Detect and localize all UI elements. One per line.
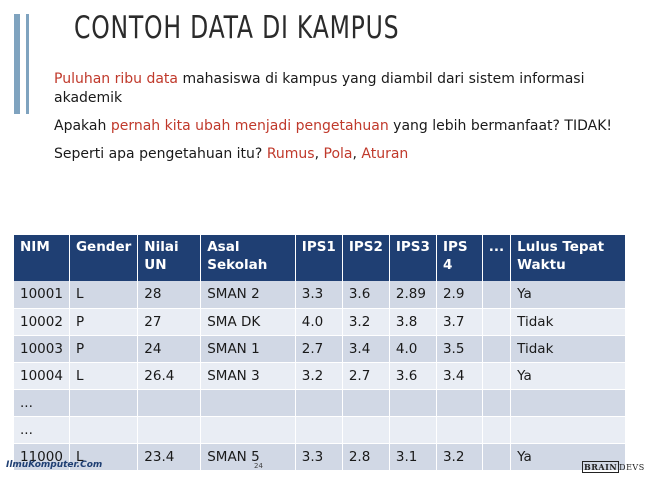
bullet-text: Apakah	[54, 118, 111, 134]
bullet-list	[54, 70, 614, 173]
bullet-text: ,	[352, 146, 362, 162]
table-cell: Ya	[511, 362, 626, 389]
bullet-text: ,	[314, 146, 324, 162]
table-cell: 3.3	[295, 281, 342, 308]
table-cell: 10004	[14, 362, 69, 389]
table-row	[14, 335, 626, 362]
column-header: IPS2	[342, 235, 389, 281]
table-cell: Tidak	[511, 335, 626, 362]
table-cell	[511, 416, 626, 443]
table-cell: 24	[138, 335, 201, 362]
bullet-highlight-text: pernah kita ubah menjadi pengetahuan	[110, 118, 389, 134]
bullet-highlight-text: Aturan	[361, 146, 409, 162]
table-cell: 3.2	[342, 308, 389, 335]
column-header: NIM	[14, 235, 69, 281]
table-cell: L	[69, 362, 137, 389]
table-cell: 3.4	[436, 362, 482, 389]
table-row	[14, 416, 626, 443]
table-cell: 3.3	[295, 443, 342, 470]
column-header: Nilai UN	[138, 235, 201, 281]
table-cell	[482, 389, 510, 416]
bullet-text: mahasiswa di kampus yang diambil dari sistem informasi akademik	[54, 71, 585, 106]
bullet-text: Seperti apa pengetahuan itu?	[54, 146, 267, 162]
table-cell: ...	[14, 416, 69, 443]
column-header: Gender	[69, 235, 137, 281]
table-cell: Ya	[511, 443, 626, 470]
bullet-highlight-text: Pola	[323, 146, 353, 162]
table-cell: 3.6	[342, 281, 389, 308]
column-header: Lulus Tepat Waktu	[511, 235, 626, 281]
table-cell: SMA DK	[201, 308, 296, 335]
table-cell: SMAN 1	[201, 335, 296, 362]
student-data-table	[14, 235, 626, 471]
table-cell: 2.7	[342, 362, 389, 389]
slide-title: CONTOH DATA DI KAMPUS	[74, 10, 400, 46]
page-number: 24	[254, 462, 263, 470]
table-row	[14, 281, 626, 308]
table-cell	[389, 389, 436, 416]
table-cell: 3.6	[389, 362, 436, 389]
table-row	[14, 443, 626, 470]
table-cell: 3.7	[436, 308, 482, 335]
column-header: Asal Sekolah	[201, 235, 296, 281]
table-cell: 28	[138, 281, 201, 308]
table-cell: ...	[14, 389, 69, 416]
table-cell	[342, 389, 389, 416]
table-cell: 2.7	[295, 335, 342, 362]
braindevs-logo	[582, 462, 645, 472]
table-row	[14, 362, 626, 389]
table-row	[14, 389, 626, 416]
table-cell	[482, 281, 510, 308]
table-cell	[482, 335, 510, 362]
table-cell: 2.9	[436, 281, 482, 308]
table-cell: 11000	[14, 443, 69, 470]
table-cell	[342, 416, 389, 443]
table-cell: Ya	[511, 281, 626, 308]
bullet-highlight-text: Puluhan ribu data	[54, 71, 183, 87]
bullet-item	[54, 70, 614, 108]
bullet-item	[54, 117, 614, 136]
table-cell	[295, 389, 342, 416]
table-cell: 4.0	[389, 335, 436, 362]
table-cell	[69, 389, 137, 416]
accent-bar-thick	[14, 14, 20, 114]
table-cell: 27	[138, 308, 201, 335]
bullet-item	[54, 145, 614, 164]
column-header: IPS3	[389, 235, 436, 281]
braindevs-logo-boxed: BRAIN	[584, 462, 618, 472]
table-cell: 23.4	[138, 443, 201, 470]
ilmukomputer-logo: IlmuKomputer.Com	[6, 460, 103, 470]
table-cell: Tidak	[511, 308, 626, 335]
table-cell	[482, 308, 510, 335]
table-cell	[69, 416, 137, 443]
table-cell	[436, 389, 482, 416]
column-header: IPS1	[295, 235, 342, 281]
table-cell	[482, 416, 510, 443]
table-cell: L	[69, 443, 137, 470]
table-cell	[482, 362, 510, 389]
table-cell	[482, 443, 510, 470]
table-header-row	[14, 235, 626, 281]
table-cell: L	[69, 281, 137, 308]
table-row	[14, 308, 626, 335]
column-header: ...	[482, 235, 510, 281]
table-cell: 2.8	[342, 443, 389, 470]
table-cell: P	[69, 308, 137, 335]
table-cell: 10002	[14, 308, 69, 335]
table-cell	[436, 416, 482, 443]
table-cell	[389, 416, 436, 443]
table-cell	[201, 389, 296, 416]
table-cell	[138, 416, 201, 443]
table-cell: 3.2	[295, 362, 342, 389]
table-cell: 3.2	[436, 443, 482, 470]
table-cell: SMAN 5	[201, 443, 296, 470]
table-cell: P	[69, 335, 137, 362]
table-cell: 26.4	[138, 362, 201, 389]
column-header: IPS 4	[436, 235, 482, 281]
accent-bar-thin	[26, 14, 29, 114]
table-cell: 3.5	[436, 335, 482, 362]
table-cell	[511, 389, 626, 416]
table-cell	[295, 416, 342, 443]
table-cell: 10003	[14, 335, 69, 362]
table-cell: SMAN 3	[201, 362, 296, 389]
braindevs-logo-rest: DEVS	[619, 463, 645, 472]
table-cell: 3.1	[389, 443, 436, 470]
table-cell: 10001	[14, 281, 69, 308]
table-cell	[138, 389, 201, 416]
bullet-highlight-text: Rumus	[266, 146, 315, 162]
table-cell: 3.4	[342, 335, 389, 362]
bullet-text: yang lebih bermanfaat? TIDAK!	[388, 118, 613, 134]
table-cell: 4.0	[295, 308, 342, 335]
table-cell	[201, 416, 296, 443]
table-cell: 3.8	[389, 308, 436, 335]
table-cell: 2.89	[389, 281, 436, 308]
table-cell: SMAN 2	[201, 281, 296, 308]
